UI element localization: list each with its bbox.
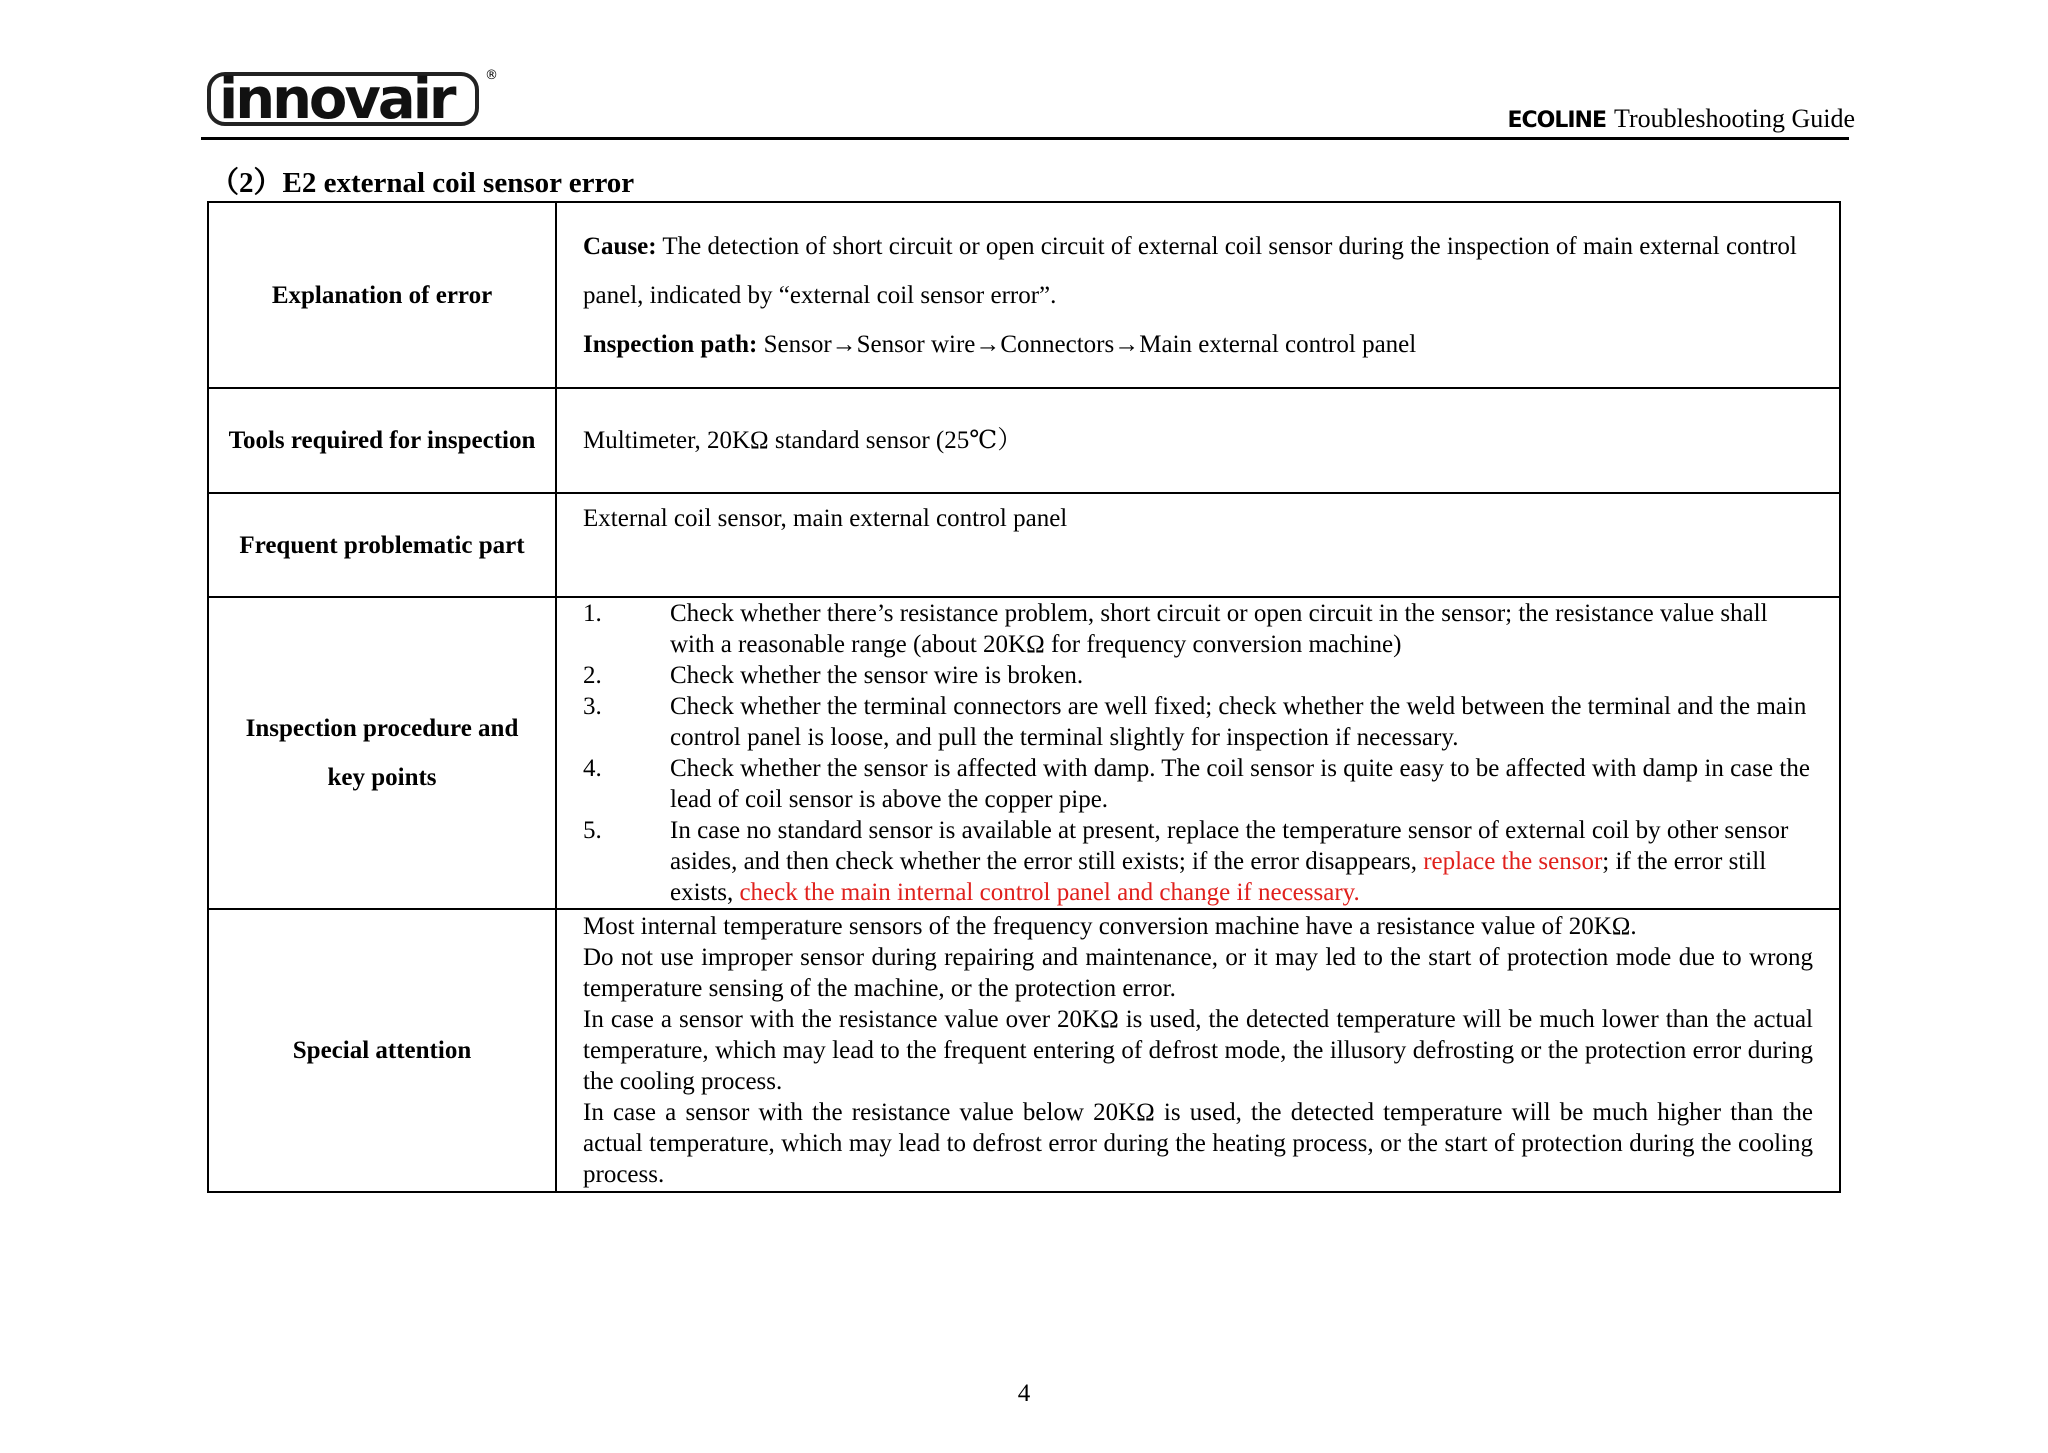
step-number: 5. bbox=[583, 817, 602, 844]
path-text: Sensor→Sensor wire→Connectors→Main external control panel bbox=[757, 330, 1417, 358]
procedure-content bbox=[556, 597, 1840, 909]
procedure-step bbox=[583, 753, 1813, 815]
logo-text: innovair bbox=[219, 67, 454, 132]
step-text: Check whether there’s resistance problem, short circuit or open circuit in the sensor; the resistance value shall with a reasonable range (about 20KΩ for frequency conversion machine) bbox=[670, 600, 1768, 658]
cause-text: The detection of short circuit or open circuit of external coil sensor during the inspection of main external control panel, indicated by “external coil sensor error”. bbox=[583, 232, 1797, 309]
label-frequent: Frequent problematic part bbox=[208, 493, 556, 597]
innovair-logo bbox=[207, 64, 497, 132]
frequent-content: External coil sensor, main external control panel bbox=[556, 493, 1840, 597]
row-special bbox=[208, 909, 1840, 1192]
step-text bbox=[670, 815, 1813, 908]
label-special: Special attention bbox=[208, 909, 556, 1192]
registered-mark: ® bbox=[485, 68, 498, 83]
step-text: Check whether the sensor is affected with damp. The coil sensor is quite easy to be affected with damp in case the lead of coil sensor is above the copper pipe. bbox=[670, 755, 1810, 813]
special-content bbox=[556, 909, 1840, 1192]
step-number: 2. bbox=[583, 662, 602, 689]
special-paragraph: Do not use improper sensor during repairing and maintenance, or it may led to the start of protection mode due to wrong temperature sensing of the machine, or the protection error. bbox=[583, 944, 1813, 1002]
step-text: Check whether the terminal connectors are well fixed; check whether the weld between the terminal and the main control panel is loose, and pull the terminal slightly for inspection if necessary. bbox=[670, 693, 1807, 751]
brand-name: ECOLINE bbox=[1507, 108, 1606, 133]
tools-content: Multimeter, 20KΩ standard sensor (25℃） bbox=[556, 388, 1840, 493]
step-text-part: ; if the error still exists, bbox=[670, 848, 1767, 906]
special-paragraph: Most internal temperature sensors of the frequency conversion machine have a resistance value of 20KΩ. bbox=[583, 913, 1637, 940]
section-title: （2）E2 external coil sensor error bbox=[210, 167, 635, 199]
highlight-replace-sensor: replace the sensor bbox=[1423, 848, 1603, 875]
row-procedure bbox=[208, 597, 1840, 909]
cause-label: Cause: bbox=[583, 232, 657, 260]
cause-line bbox=[583, 222, 1813, 320]
special-paragraph: In case a sensor with the resistance value below 20KΩ is used, the detected temperature will be much higher than the actual temperature, which may lead to defrost error during the heating process, or the start of protection during the cooling process. bbox=[583, 1099, 1813, 1188]
procedure-step bbox=[583, 815, 1813, 908]
guide-title: Troubleshooting Guide bbox=[1614, 104, 1855, 133]
step-number: 3. bbox=[583, 693, 602, 720]
highlight-check-panel: check the main internal control panel and change if necessary. bbox=[739, 879, 1360, 906]
page-number: 4 bbox=[1017, 1380, 1031, 1407]
procedure-step bbox=[583, 660, 1813, 691]
step-number: 4. bbox=[583, 755, 602, 782]
procedure-step bbox=[583, 598, 1813, 660]
header-rule bbox=[201, 137, 1849, 140]
row-tools bbox=[208, 388, 1840, 493]
label-explanation: Explanation of error bbox=[208, 202, 556, 388]
procedure-list bbox=[583, 598, 1813, 908]
row-frequent bbox=[208, 493, 1840, 597]
special-paragraph: In case a sensor with the resistance value over 20KΩ is used, the detected temperature will be much lower than the actual temperature, which may lead to the frequent entering of defrost mode, the illusory defrosting or the protection error during the cooling process. bbox=[583, 1006, 1813, 1095]
row-explanation bbox=[208, 202, 1840, 388]
label-tools: Tools required for inspection bbox=[208, 388, 556, 493]
procedure-step bbox=[583, 691, 1813, 753]
step-number: 1. bbox=[583, 600, 602, 627]
step-text: Check whether the sensor wire is broken. bbox=[670, 662, 1084, 689]
path-label: Inspection path: bbox=[583, 330, 758, 358]
error-table bbox=[207, 201, 1841, 1193]
step-text-part: In case no standard sensor is available at present, replace the temperature sensor of external coil by other sensor asides, and then check whether the error still exists; if the error disappears, bbox=[670, 817, 1789, 875]
explanation-content bbox=[556, 202, 1840, 388]
label-procedure: Inspection procedure and key points bbox=[208, 597, 556, 909]
path-line bbox=[583, 320, 1813, 369]
header-title bbox=[1507, 104, 1855, 134]
